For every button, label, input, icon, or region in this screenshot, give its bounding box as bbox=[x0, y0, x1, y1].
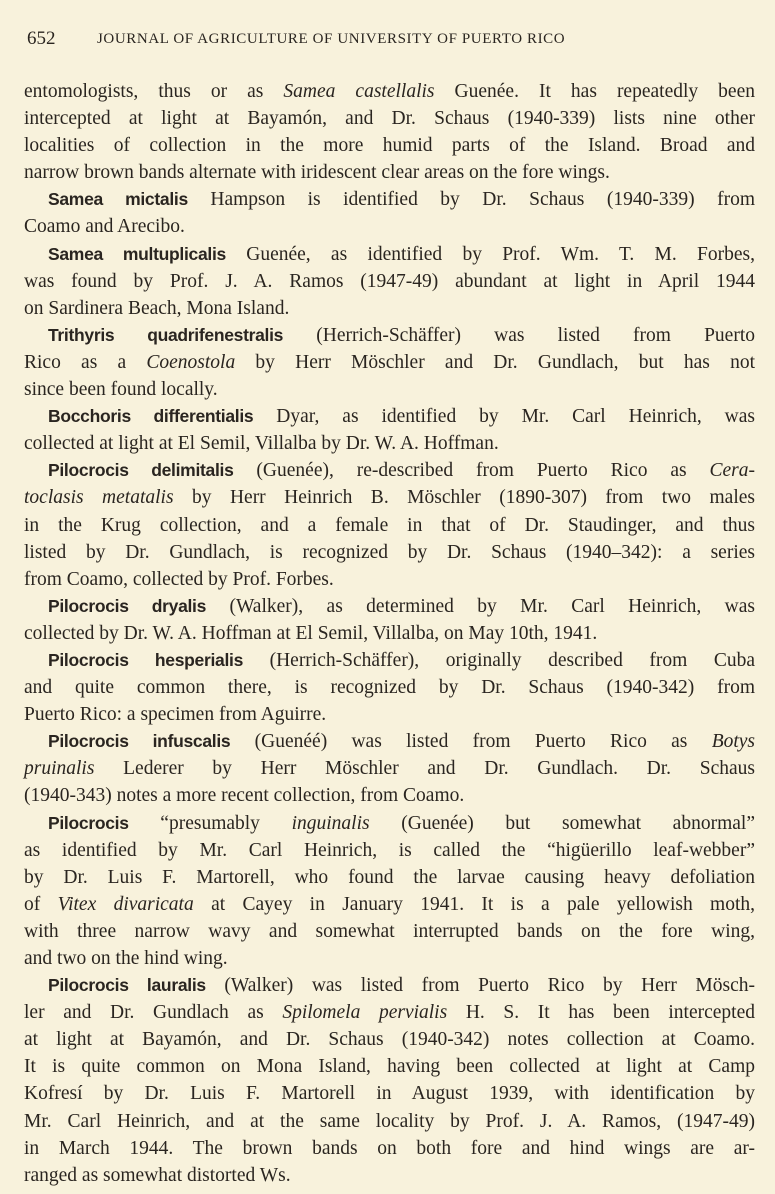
species-name: Bocchoris differentialis bbox=[48, 406, 254, 427]
italic-name: pruinalis bbox=[24, 758, 95, 780]
text-line bbox=[24, 1026, 755, 1053]
species-paragraph bbox=[24, 647, 755, 728]
text-run: Coamo and Arecibo. bbox=[24, 216, 185, 238]
italic-name: toclasis metatalis bbox=[24, 487, 174, 509]
text-line bbox=[24, 918, 755, 945]
text-line bbox=[24, 1135, 755, 1162]
text-line bbox=[24, 430, 755, 457]
text-line bbox=[24, 864, 755, 891]
species-paragraph bbox=[24, 728, 755, 809]
text-run: (Guenée), re-described from Puerto Rico as bbox=[233, 460, 710, 482]
species-name: Samea multuplicalis bbox=[48, 243, 226, 264]
text-line bbox=[24, 512, 755, 539]
text-run: in March 1944. The brown bands on both fore and hind wings are ar- bbox=[24, 1137, 755, 1159]
text-line bbox=[24, 728, 755, 755]
text-line bbox=[24, 295, 755, 322]
species-name: Pilocrocis bbox=[48, 812, 129, 833]
text-line bbox=[24, 674, 755, 701]
text-line bbox=[24, 241, 755, 268]
text-line bbox=[24, 891, 755, 918]
text-line bbox=[24, 620, 755, 647]
text-line bbox=[24, 999, 755, 1026]
text-run: collected by Dr. W. A. Hoffman at El Semil, Villalba, on May 10th, 1941. bbox=[24, 622, 598, 644]
text-line bbox=[24, 186, 755, 213]
text-run: Hampson is identified by Dr. Schaus (1940-339) from bbox=[187, 189, 756, 211]
text-line bbox=[24, 1162, 755, 1189]
text-line bbox=[24, 972, 755, 999]
text-run: (Herrich-Schäffer) was listed from Puerto bbox=[283, 324, 755, 346]
species-name: Pilocrocis delimitalis bbox=[48, 460, 234, 481]
article-body bbox=[24, 78, 755, 1189]
text-line bbox=[24, 268, 755, 295]
species-paragraph bbox=[24, 457, 755, 592]
text-run: ranged as somewhat distorted Ws. bbox=[24, 1164, 291, 1186]
species-name: Trithyris quadrifenestralis bbox=[48, 324, 284, 345]
text-run: Guenée. It has repeatedly been bbox=[434, 81, 755, 102]
text-run: “presumably bbox=[128, 812, 292, 834]
species-paragraph bbox=[24, 186, 755, 240]
text-line bbox=[24, 1080, 755, 1107]
text-run: H. S. It has been intercepted bbox=[447, 1002, 756, 1024]
text-run: (1940-343) notes a more recent collection, from Coamo. bbox=[24, 785, 465, 807]
text-line bbox=[24, 376, 755, 403]
text-run: Mr. Carl Heinrich, and at the same locality by Prof. J. A. Ramos, (1947-49) bbox=[24, 1110, 755, 1132]
text-run: (Guenée) but somewhat abnormal” bbox=[369, 812, 755, 834]
species-paragraph bbox=[24, 810, 755, 973]
text-run: collected at light at El Semil, Villalba by Dr. W. A. Hoffman. bbox=[24, 433, 499, 455]
text-run: at Cayey in January 1941. It is a pale yellowish moth, bbox=[193, 893, 756, 915]
text-line bbox=[24, 1053, 755, 1080]
text-run: (Walker) was listed from Puerto Rico by Herr Mösch- bbox=[205, 975, 756, 997]
text-line bbox=[24, 701, 755, 728]
text-run: by Dr. Luis F. Martorell, who found the larvae causing heavy defoliation bbox=[24, 866, 755, 888]
text-line bbox=[24, 566, 755, 593]
species-paragraph bbox=[24, 593, 755, 647]
text-run: intercepted at light at Bayamón, and Dr. Schaus (1940-339) lists nine other bbox=[24, 108, 755, 130]
text-line bbox=[24, 213, 755, 240]
text-line bbox=[24, 349, 755, 376]
text-run: Kofresí by Dr. Luis F. Martorell in August 1939, with identification by bbox=[24, 1083, 755, 1105]
italic-name: inguinalis bbox=[291, 812, 370, 834]
text-line bbox=[24, 457, 755, 484]
species-paragraph bbox=[24, 403, 755, 457]
text-run: (Herrich-Schäffer), originally described from Cuba bbox=[243, 649, 755, 671]
text-line bbox=[24, 593, 755, 620]
text-line bbox=[24, 484, 755, 511]
text-line bbox=[24, 810, 755, 837]
text-run: Rico as a bbox=[24, 351, 147, 373]
text-line bbox=[24, 647, 755, 674]
species-paragraph bbox=[24, 972, 755, 1189]
text-run: by Herr Möschler and Dr. Gundlach, but has not bbox=[235, 351, 755, 373]
species-name: Pilocrocis lauralis bbox=[48, 975, 206, 996]
text-line bbox=[24, 159, 755, 186]
text-run: It is quite common on Mona Island, having been collected at light at Camp bbox=[24, 1056, 755, 1078]
text-run: in the Krug collection, and a female in that of Dr. Staudinger, and thus bbox=[24, 514, 755, 536]
text-line bbox=[24, 322, 755, 349]
text-line bbox=[24, 78, 755, 105]
page-number: 652 bbox=[27, 28, 56, 49]
species-paragraph bbox=[24, 241, 755, 322]
text-line bbox=[24, 837, 755, 864]
journal-title: JOURNAL OF AGRICULTURE OF UNIVERSITY OF PUERTO RICO bbox=[97, 31, 566, 47]
text-line bbox=[24, 945, 755, 972]
species-name: Pilocrocis dryalis bbox=[48, 595, 207, 616]
text-run: Puerto Rico: a specimen from Aguirre. bbox=[24, 704, 327, 726]
text-line bbox=[24, 105, 755, 132]
text-run: Lederer by Herr Möschler and Dr. Gundlach. Dr. Schaus bbox=[94, 758, 755, 780]
text-line bbox=[24, 403, 755, 430]
text-run: (Guenéé) was listed from Puerto Rico as bbox=[230, 731, 712, 753]
species-paragraph bbox=[24, 322, 755, 403]
text-run: of bbox=[24, 893, 58, 915]
text-run: Guenée, as identified by Prof. Wm. T. M. Forbes, bbox=[225, 243, 756, 265]
species-name: Samea mictalis bbox=[48, 189, 188, 210]
text-line bbox=[24, 132, 755, 159]
text-run: (Walker), as determined by Mr. Carl Heinrich, was bbox=[206, 595, 756, 617]
text-run: at light at Bayamón, and Dr. Schaus (1940-342) notes collection at Coamo. bbox=[24, 1029, 755, 1051]
text-run: as identified by Mr. Carl Heinrich, is called the “higüerillo leaf-webber” bbox=[24, 839, 755, 861]
text-run: entomologists, thus or as bbox=[24, 81, 284, 102]
italic-name: Botys bbox=[711, 731, 756, 753]
running-header bbox=[27, 28, 687, 52]
text-run: since been found locally. bbox=[24, 379, 218, 401]
text-run: was found by Prof. J. A. Ramos (1947-49) abundant at light in April 1944 bbox=[24, 270, 755, 292]
italic-name: Coenostola bbox=[146, 351, 236, 373]
text-line bbox=[24, 1108, 755, 1135]
species-paragraph bbox=[24, 78, 755, 186]
text-run: and quite common there, is recognized by Dr. Schaus (1940-342) from bbox=[24, 677, 755, 699]
text-run: and two on the hind wing. bbox=[24, 948, 228, 969]
species-name: Pilocrocis infuscalis bbox=[48, 731, 231, 752]
text-run: ler and Dr. Gundlach as bbox=[24, 1002, 283, 1024]
text-run: with three narrow wavy and somewhat interrupted bands on the fore wing, bbox=[24, 920, 755, 942]
text-run: narrow brown bands alternate with iridescent clear areas on the fore wings. bbox=[24, 162, 610, 184]
italic-name: Cera- bbox=[709, 460, 756, 482]
text-run: by Herr Heinrich B. Möschler (1890-307) from two males bbox=[173, 487, 755, 509]
text-line bbox=[24, 782, 755, 809]
italic-name: Samea castellalis bbox=[283, 81, 435, 102]
text-run: localities of collection in the more humid parts of the Island. Broad and bbox=[24, 135, 755, 157]
text-run: on Sardinera Beach, Mona Island. bbox=[24, 297, 290, 319]
text-run: Dyar, as identified by Mr. Carl Heinrich, was bbox=[253, 406, 756, 428]
text-run: from Coamo, collected by Prof. Forbes. bbox=[24, 568, 334, 590]
text-line bbox=[24, 539, 755, 566]
species-name: Pilocrocis hesperialis bbox=[48, 649, 244, 670]
italic-name: Vitex divaricata bbox=[57, 893, 194, 915]
text-line bbox=[24, 755, 755, 782]
italic-name: Spilomela pervialis bbox=[282, 1002, 448, 1024]
text-run: listed by Dr. Gundlach, is recognized by Dr. Schaus (1940–342): a series bbox=[24, 541, 755, 563]
